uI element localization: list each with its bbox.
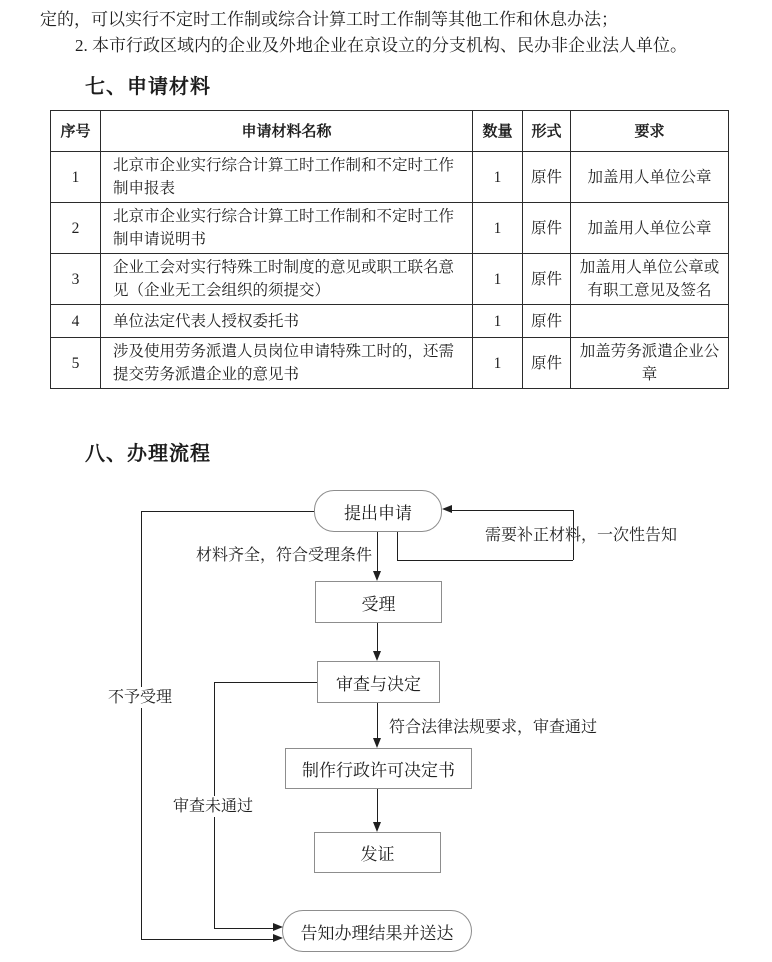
cell-qty: 1	[473, 203, 523, 254]
cell-form: 原件	[523, 152, 571, 203]
edge-correction-down-line	[397, 532, 398, 560]
cell-no: 3	[51, 254, 101, 305]
edge-not-accepted-rail-line	[141, 511, 142, 939]
cell-form: 原件	[523, 338, 571, 389]
table-row	[51, 203, 729, 254]
col-header-no: 序号	[51, 111, 101, 152]
cell-qty: 1	[473, 152, 523, 203]
edge-not-accepted-bottom-line	[141, 939, 273, 940]
flowchart-node-notify: 告知办理结果并送达	[282, 910, 472, 952]
intro-line-1: 定的，可以实行不定时工作制或综合计算工时工作制等其他工作和休息办法；	[40, 10, 618, 29]
materials-table	[50, 110, 729, 389]
cell-name: 北京市企业实行综合计算工时工作制和不定时工作制申请说明书	[101, 203, 473, 254]
arrow-right-icon	[273, 934, 283, 942]
edge-label-review-failed: 审查未通过	[170, 796, 256, 817]
cell-req: 加盖劳务派遣企业公章	[571, 338, 729, 389]
edge-correction-bottom-line	[397, 560, 573, 561]
cell-name: 企业工会对实行特殊工时制度的意见或职工联名意见（企业无工会组织的须提交）	[101, 254, 473, 305]
arrow-left-icon	[442, 505, 452, 513]
cell-qty: 1	[473, 338, 523, 389]
cell-no: 5	[51, 338, 101, 389]
edge-correction-top-line	[452, 510, 573, 511]
edge-review-failed-bottom-line	[214, 928, 273, 929]
cell-name: 北京市企业实行综合计算工时工作制和不定时工作制申报表	[101, 152, 473, 203]
cell-no: 1	[51, 152, 101, 203]
table-row	[51, 254, 729, 305]
edge-review-decision-line	[377, 703, 378, 738]
cell-form: 原件	[523, 305, 571, 338]
flowchart-node-apply: 提出申请	[314, 490, 442, 532]
col-header-qty: 数量	[473, 111, 523, 152]
cell-name: 单位法定代表人授权委托书	[101, 305, 473, 338]
arrow-down-icon	[373, 571, 381, 581]
col-header-req: 要求	[571, 111, 729, 152]
cell-req	[571, 305, 729, 338]
cell-req: 加盖用人单位公章或有职工意见及签名	[571, 254, 729, 305]
arrow-down-icon	[373, 738, 381, 748]
edge-label-materials-complete: 材料齐全，符合受理条件	[196, 547, 373, 564]
edge-apply-accept-line	[377, 532, 378, 571]
arrow-right-icon	[273, 923, 283, 931]
edge-label-review-passed: 符合法律法规要求，审查通过	[389, 719, 598, 736]
edge-accept-review-line	[377, 623, 378, 651]
flowchart-node-issue: 发证	[314, 832, 441, 873]
table-row	[51, 338, 729, 389]
table-row	[51, 305, 729, 338]
cell-qty: 1	[473, 254, 523, 305]
cell-qty: 1	[473, 305, 523, 338]
table-row	[51, 152, 729, 203]
edge-label-need-correction: 需要补正材料，一次性告知	[485, 527, 678, 544]
materials-heading: 七、申请材料	[85, 76, 211, 98]
intro-line-2: 2. 本市行政区域内的企业及外地企业在京设立的分支机构、民办非企业法人单位。	[75, 36, 687, 55]
table-header-row	[51, 111, 729, 152]
flowchart-node-decision: 制作行政许可决定书	[285, 748, 472, 789]
flowchart-node-accept: 受理	[315, 581, 442, 623]
edge-decision-issue-line	[377, 789, 378, 822]
arrow-down-icon	[373, 651, 381, 661]
edge-label-not-accepted: 不予受理	[105, 687, 175, 708]
cell-form: 原件	[523, 203, 571, 254]
cell-no: 2	[51, 203, 101, 254]
arrow-down-icon	[373, 822, 381, 832]
cell-no: 4	[51, 305, 101, 338]
cell-name: 涉及使用劳务派遣人员岗位申请特殊工时的，还需提交劳务派遣企业的意见书	[101, 338, 473, 389]
cell-form: 原件	[523, 254, 571, 305]
edge-review-failed-top-line	[214, 682, 317, 683]
cell-req: 加盖用人单位公章	[571, 203, 729, 254]
cell-req: 加盖用人单位公章	[571, 152, 729, 203]
edge-not-accepted-top-line	[141, 511, 314, 512]
process-heading: 八、办理流程	[85, 443, 211, 465]
flowchart-node-review: 审查与决定	[317, 661, 440, 703]
col-header-name: 申请材料名称	[101, 111, 473, 152]
col-header-form: 形式	[523, 111, 571, 152]
